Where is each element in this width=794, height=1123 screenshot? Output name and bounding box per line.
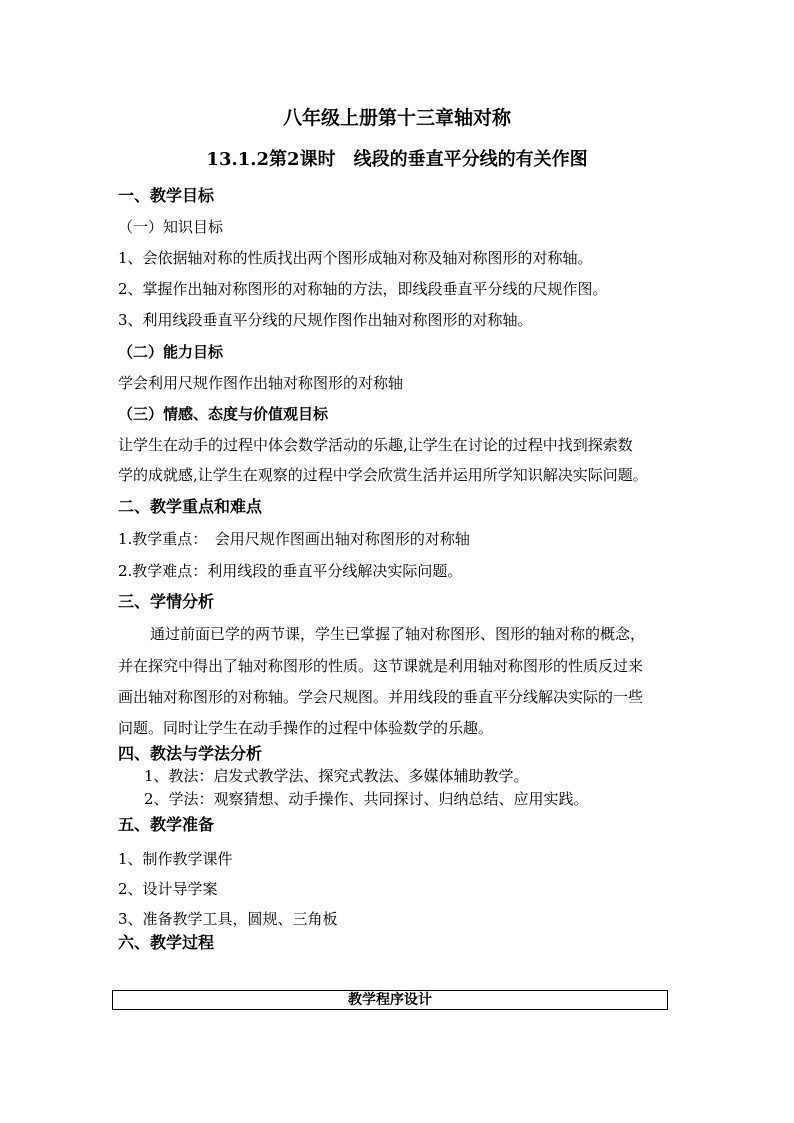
ability-text: 学会利用尺规作图作出轴对称图形的对称轴 <box>118 374 404 392</box>
analysis-text-line: 问题。同时让学生在动手操作的过程中体验数学的乐趣。 <box>118 719 494 737</box>
objective-item: 2、掌握作出轴对称图形的对称轴的方法，即线段垂直平分线的尺规作图。 <box>118 280 608 298</box>
method-item: 2、学法：观察猜想、动手操作、共同探讨、归纳总结、应用实践。 <box>144 790 589 808</box>
subheading-emotion: （三）情感、态度与价值观目标 <box>118 405 329 423</box>
section-heading-preparation: 五、教学准备 <box>118 815 215 834</box>
objective-item: 1、会依据轴对称的性质找出两个图形成轴对称及轴对称图形的对称轴。 <box>118 249 593 267</box>
section-heading-analysis: 三、学情分析 <box>118 592 215 611</box>
subheading-knowledge: （一）知识目标 <box>118 218 224 236</box>
section-heading-objectives: 一、教学目标 <box>118 186 215 205</box>
preparation-item: 1、制作教学课件 <box>118 850 233 868</box>
section-heading-methods: 四、教法与学法分析 <box>118 744 263 763</box>
key-point-item: 1.教学重点： 会用尺规作图画出轴对称图形的对称轴 <box>118 530 470 548</box>
analysis-text-line: 并在探究中得出了轴对称图形的性质。这节课就是利用轴对称图形的性质反过来 <box>118 657 644 675</box>
method-item: 1、教法：启发式教学法、探究式教法、多媒体辅助教学。 <box>144 767 529 785</box>
analysis-text-line: 通过前面已学的两节课，学生已掌握了轴对称图形、图形的轴对称的概念， <box>150 625 646 643</box>
analysis-text-line: 画出轴对称图形的对称轴。学会尺规图。并用线段的垂直平分线解决实际的一些 <box>118 688 644 706</box>
subheading-ability: （二）能力目标 <box>118 343 224 361</box>
document-subtitle: 13.1.2第2课时 线段的垂直平分线的有关作图 <box>206 149 588 170</box>
emotion-text-line: 学的成就感,让学生在观察的过程中学会欣赏生活并运用所学知识解决实际问题。 <box>118 466 648 484</box>
section-heading-process: 六、教学过程 <box>118 933 215 952</box>
document-title: 八年级上册第十三章轴对称 <box>282 107 511 129</box>
preparation-item: 3、准备教学工具，圆规、三角板 <box>118 910 338 928</box>
key-point-item: 2.教学难点：利用线段的垂直平分线解决实际问题。 <box>118 562 463 580</box>
section-heading-key-points: 二、教学重点和难点 <box>118 497 263 516</box>
objective-item: 3、利用线段垂直平分线的尺规作图作出轴对称图形的对称轴。 <box>118 311 533 329</box>
emotion-text-line: 让学生在动手的过程中体会数学活动的乐趣,让学生在讨论的过程中找到探索数 <box>118 436 633 454</box>
teaching-program-table-header: 教学程序设计 <box>112 990 668 1010</box>
preparation-item: 2、设计导学案 <box>118 880 218 898</box>
